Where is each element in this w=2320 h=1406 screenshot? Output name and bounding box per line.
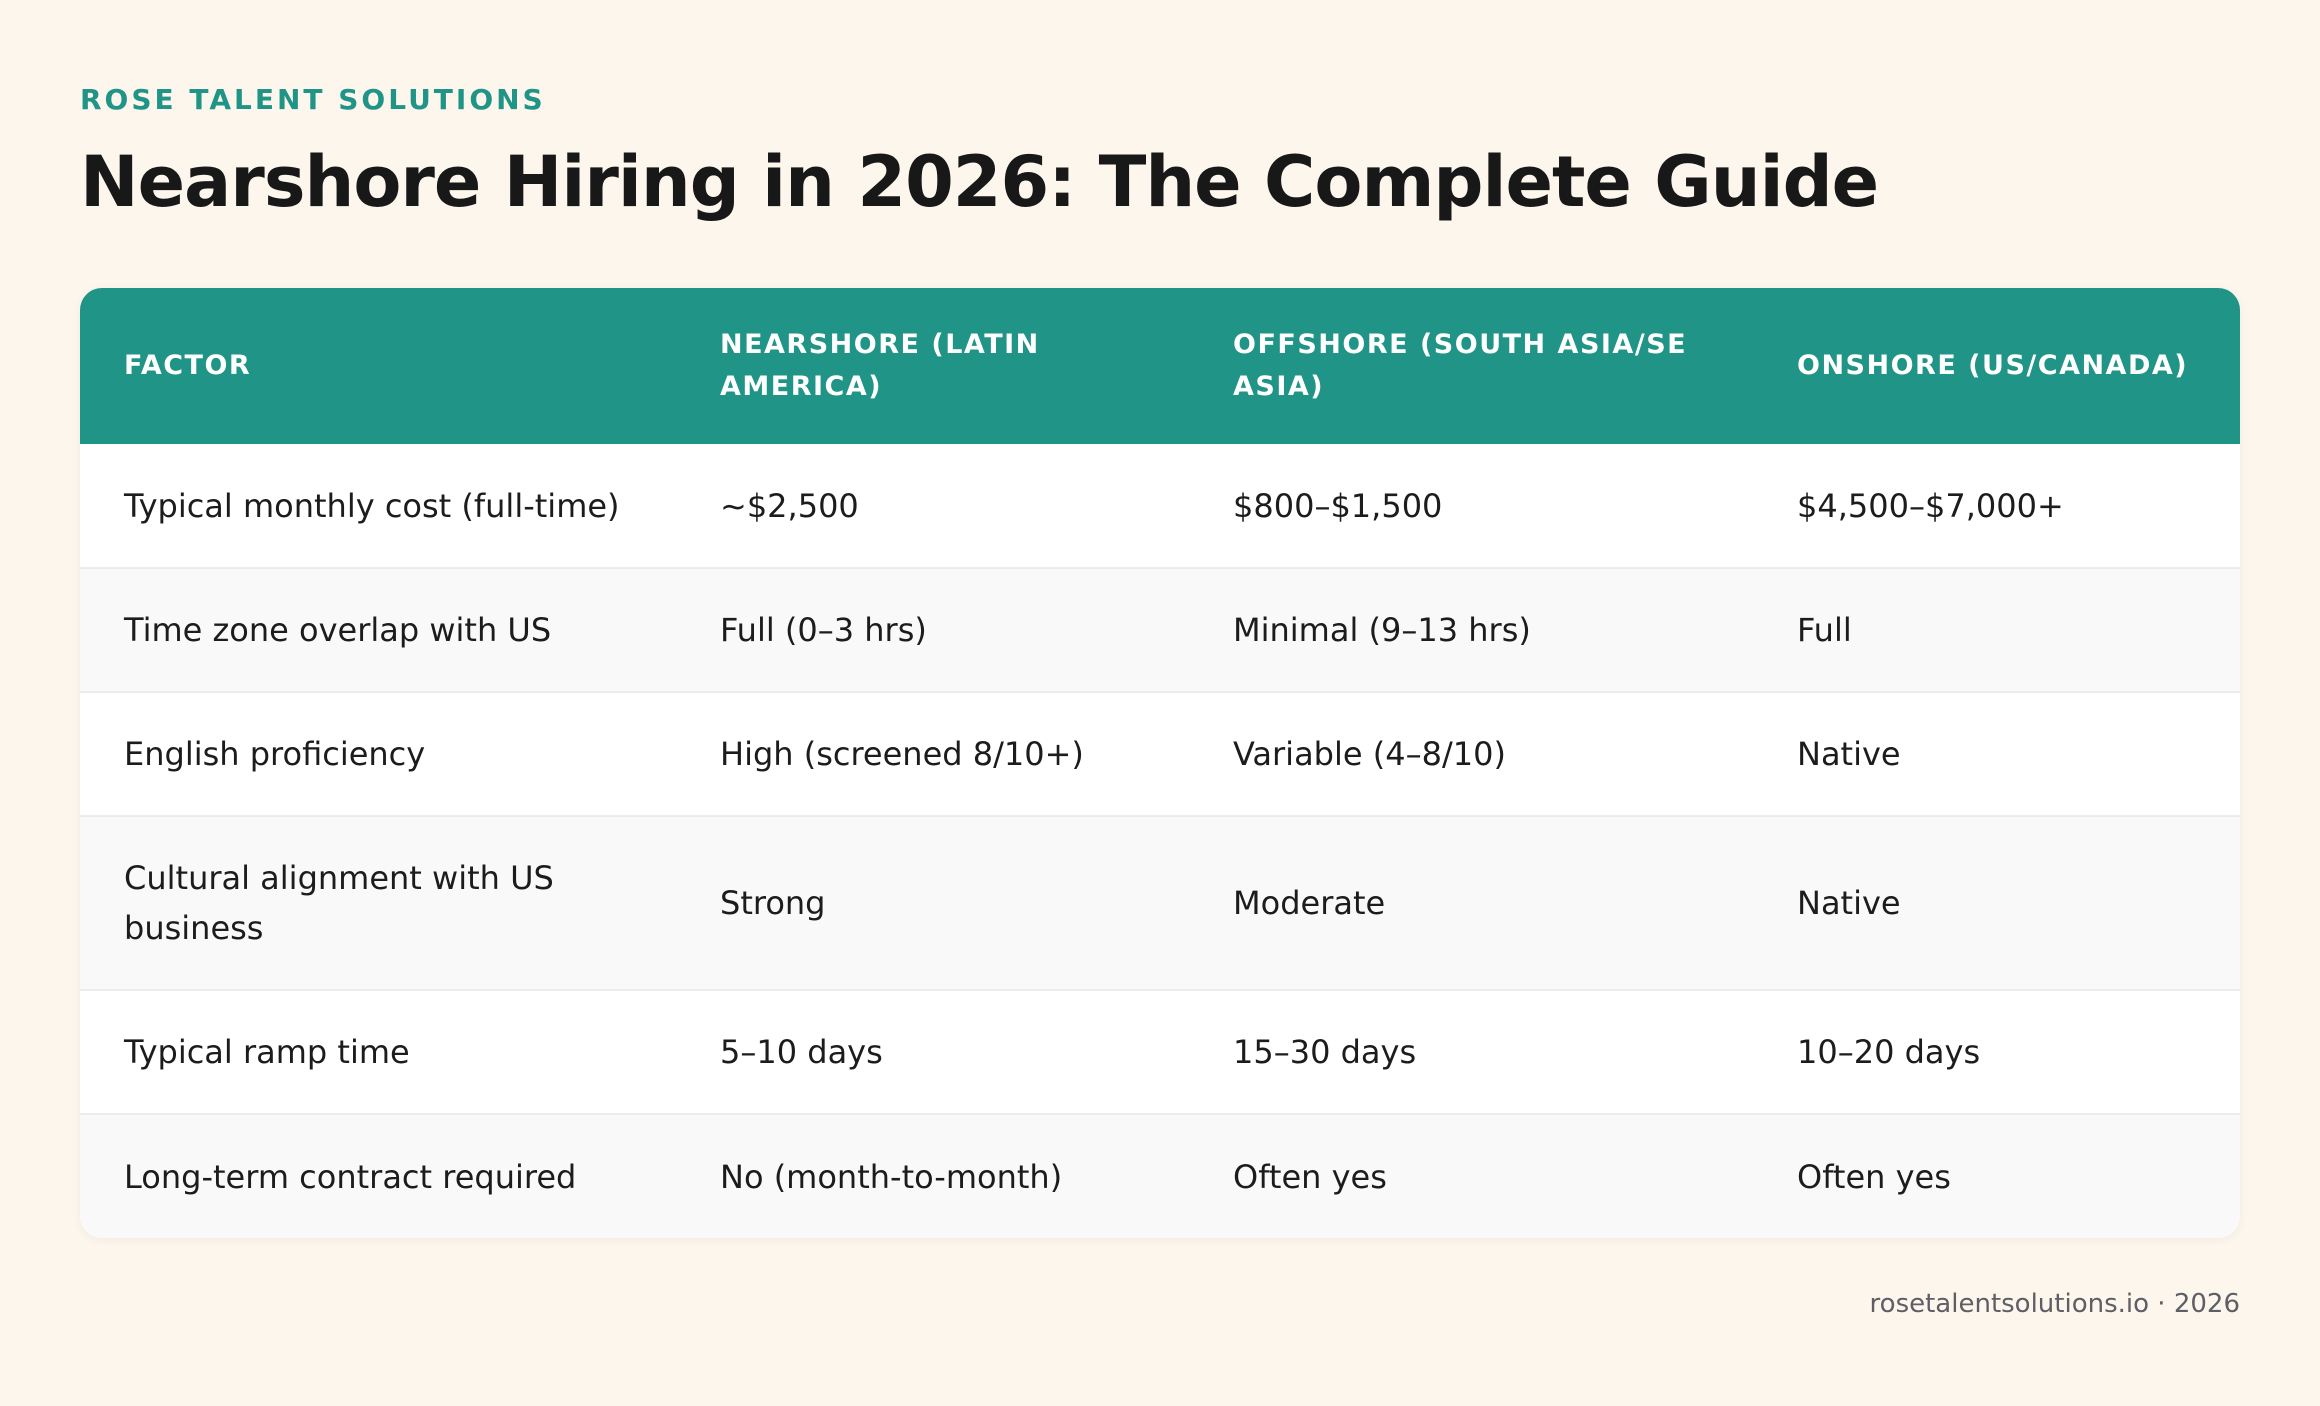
row-label: Typical monthly cost (full-time)	[80, 444, 720, 568]
offshore-cell: $800–$1,500	[1233, 444, 1797, 568]
row-label: Long-term contract required	[80, 1114, 720, 1238]
column-header-onshore: ONSHORE (US/CANADA)	[1797, 288, 2240, 444]
column-header-nearshore: NEARSHORE (LATIN AMERICA)	[720, 288, 1233, 444]
onshore-cell: Native	[1797, 692, 2240, 816]
onshore-cell: Native	[1797, 816, 2240, 990]
column-header-factor: FACTOR	[80, 288, 720, 444]
footer-credit: rosetalentsolutions.io · 2026	[1869, 1289, 2240, 1319]
brand-label: ROSE TALENT SOLUTIONS	[80, 83, 546, 116]
table-row	[80, 444, 2240, 568]
onshore-cell: Full	[1797, 568, 2240, 692]
nearshore-cell: 5–10 days	[720, 990, 1233, 1114]
nearshore-cell: ~$2,500	[720, 444, 1233, 568]
nearshore-cell: High (screened 8/10+)	[720, 692, 1233, 816]
onshore-cell: Often yes	[1797, 1114, 2240, 1238]
offshore-cell: Variable (4–8/10)	[1233, 692, 1797, 816]
table-row	[80, 692, 2240, 816]
nearshore-cell: Strong	[720, 816, 1233, 990]
onshore-cell: 10–20 days	[1797, 990, 2240, 1114]
table-row	[80, 816, 2240, 990]
offshore-cell: Often yes	[1233, 1114, 1797, 1238]
offshore-cell: Minimal (9–13 hrs)	[1233, 568, 1797, 692]
table-row	[80, 990, 2240, 1114]
table-header-row	[80, 288, 2240, 444]
row-label: Time zone overlap with US	[80, 568, 720, 692]
row-label: Typical ramp time	[80, 990, 720, 1114]
page-title: Nearshore Hiring in 2026: The Complete Guide	[80, 141, 1879, 223]
page	[80, 80, 2240, 1196]
table-row	[80, 568, 2240, 692]
row-label: English proficiency	[80, 692, 720, 816]
nearshore-cell: No (month-to-month)	[720, 1114, 1233, 1238]
nearshore-cell: Full (0–3 hrs)	[720, 568, 1233, 692]
comparison-table	[80, 288, 2240, 1238]
onshore-cell: $4,500–$7,000+	[1797, 444, 2240, 568]
row-label: Cultural alignment with US business	[80, 816, 720, 990]
column-header-offshore: OFFSHORE (SOUTH ASIA/SE ASIA)	[1233, 288, 1797, 444]
comparison-table-card	[80, 288, 2240, 1238]
table-row	[80, 1114, 2240, 1238]
offshore-cell: 15–30 days	[1233, 990, 1797, 1114]
offshore-cell: Moderate	[1233, 816, 1797, 990]
